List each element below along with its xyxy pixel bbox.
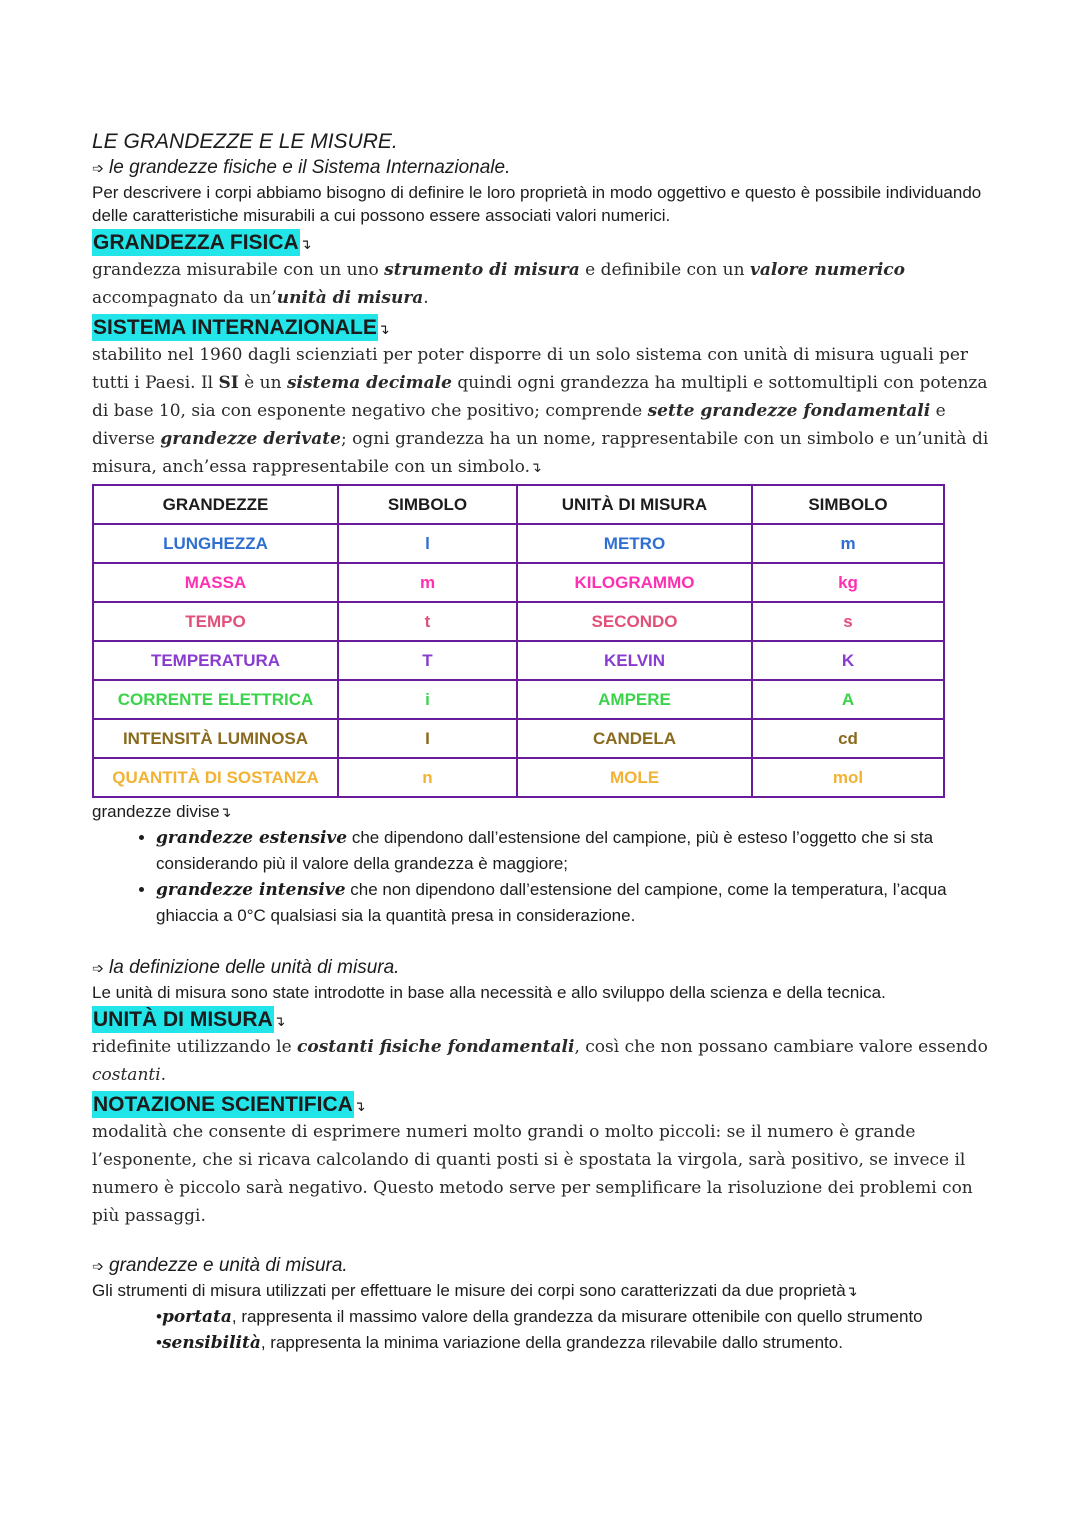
- table-cell: A: [752, 680, 944, 719]
- table-cell: LUNGHEZZA: [93, 524, 338, 563]
- table-cell: I: [338, 719, 517, 758]
- table-cell: t: [338, 602, 517, 641]
- table-cell: MASSA: [93, 563, 338, 602]
- return-arrow-icon: ↴: [377, 322, 390, 338]
- grandezze-divise-lead: grandezze divise↴: [92, 802, 232, 821]
- table-cell: KILOGRAMMO: [517, 563, 752, 602]
- table-cell: CANDELA: [517, 719, 752, 758]
- table-cell: mol: [752, 758, 944, 797]
- arrow-right-icon: ➩: [92, 961, 104, 977]
- definition-sistema-internazionale: stabilito nel 1960 dagli scienziati per poter disporre di un solo sistema con unità di misura uguali per tutti i Paesi. Il SI è un sistema decimale quindi ogni grandezza ha multipli e sottomultipli con potenza di base 10, sia con esponente negativo che positivo; comprende sette grandezze fondamentali e diverse grandezze derivate; ogni grandezza ha un nome, rappresentabile con un simbolo e un’unità di misura, anch’essa rappresentabile con un simbolo.↴: [92, 345, 989, 477]
- table-cell: CORRENTE ELETTRICA: [93, 680, 338, 719]
- table-row: [93, 524, 944, 563]
- grandezze-divise-list: [92, 825, 992, 929]
- table-cell: n: [338, 758, 517, 797]
- return-arrow-icon: ↴: [530, 460, 542, 476]
- table-cell: kg: [752, 563, 944, 602]
- table-row: [93, 758, 944, 797]
- table-cell: TEMPO: [93, 602, 338, 641]
- list-item: • grandezze intensive che non dipendono dall’estensione del campione, come la temperatura, l’acqua ghiaccia a 0°C qualsiasi sia la quantità presa in considerazione.: [156, 877, 992, 929]
- heading-grandezza-fisica: GRANDEZZA FISICA↴: [93, 231, 312, 254]
- section-subtitle-strumenti: ➩ grandezze e unità di misura.: [92, 1255, 348, 1276]
- table-cell: cd: [752, 719, 944, 758]
- table-row: [93, 719, 944, 758]
- table-cell: s: [752, 602, 944, 641]
- definition-notazione-scientifica: modalità che consente di esprimere numeri molto grandi o molto piccoli: se il numero è grande l’esponente, che si ricava calcolando di quanti posti si è spostata la virgola, sarà positivo, se invece il numero è piccolo sarà negativo. Questo metodo serve per semplificare la risoluzione dei problemi con più passaggi.: [92, 1122, 973, 1226]
- table-cell: i: [338, 680, 517, 719]
- heading-sistema-internazionale: SISTEMA INTERNAZIONALE↴: [93, 316, 390, 339]
- table-header-cell: SIMBOLO: [752, 485, 944, 524]
- document-page: [92, 128, 992, 1356]
- table-cell: m: [338, 563, 517, 602]
- table-cell: KELVIN: [517, 641, 752, 680]
- section-subtitle-definizione: ➩ la definizione delle unità di misura.: [92, 957, 400, 978]
- strumenti-properties-list: [92, 1304, 992, 1356]
- table-cell: T: [338, 641, 517, 680]
- table-row: [93, 563, 944, 602]
- section-intro: Le unità di misura sono state introdotte in base alla necessità e allo sviluppo della scienza e della tecnica.: [92, 983, 886, 1002]
- section-intro: Per descrivere i corpi abbiamo bisogno di definire le loro proprietà in modo oggettivo e questo è possibile individuando delle caratteristiche misurabili a cui possono essere associati valori numerici.: [92, 183, 982, 225]
- table-row: [93, 641, 944, 680]
- return-arrow-icon: ↴: [219, 805, 232, 821]
- table-row: [93, 680, 944, 719]
- table-cell: m: [752, 524, 944, 563]
- si-units-table: [92, 484, 945, 798]
- heading-notazione-scientifica: NOTAZIONE SCIENTIFICA↴: [93, 1093, 366, 1116]
- table-header-cell: SIMBOLO: [338, 485, 517, 524]
- table-row: [93, 602, 944, 641]
- return-arrow-icon: ↴: [353, 1099, 366, 1115]
- table-cell: MOLE: [517, 758, 752, 797]
- list-item: •portata, rappresenta il massimo valore della grandezza da misurare ottenibile con quello strumento: [156, 1307, 923, 1327]
- table-cell: SECONDO: [517, 602, 752, 641]
- table-cell: INTENSITÀ LUMINOSA: [93, 719, 338, 758]
- table-header-row: [93, 485, 944, 524]
- return-arrow-icon: ↴: [273, 1014, 286, 1030]
- table-cell: QUANTITÀ DI SOSTANZA: [93, 758, 338, 797]
- arrow-right-icon: ➩: [92, 161, 104, 177]
- table-cell: METRO: [517, 524, 752, 563]
- list-item: • grandezze estensive che dipendono dall’estensione del campione, più è esteso l’oggetto che si sta considerando più il valore della grandezza è maggiore;: [156, 825, 992, 877]
- table-cell: AMPERE: [517, 680, 752, 719]
- heading-unita-di-misura: UNITÀ DI MISURA↴: [93, 1008, 286, 1031]
- table-header-cell: GRANDEZZE: [93, 485, 338, 524]
- return-arrow-icon: ↴: [299, 237, 312, 253]
- return-arrow-icon: ↴: [845, 1284, 858, 1300]
- definition-unita-di-misura: ridefinite utilizzando le costanti fisiche fondamentali, così che non possano cambiare valore essendo costanti.: [92, 1037, 988, 1085]
- section-subtitle-grandezze-fisiche: ➩ le grandezze fisiche e il Sistema Internazionale.: [92, 157, 511, 178]
- table-cell: l: [338, 524, 517, 563]
- section-intro: Gli strumenti di misura utilizzati per effettuare le misure dei corpi sono caratterizzati da due proprietà↴: [92, 1281, 858, 1300]
- table-cell: TEMPERATURA: [93, 641, 338, 680]
- list-item: •sensibilità, rappresenta la minima variazione della grandezza rilevabile dallo strumento.: [156, 1333, 843, 1353]
- table-header-cell: UNITÀ DI MISURA: [517, 485, 752, 524]
- table-cell: K: [752, 641, 944, 680]
- document-title: LE GRANDEZZE E LE MISURE.: [92, 130, 398, 153]
- arrow-right-icon: ➩: [92, 1259, 104, 1275]
- definition-grandezza-fisica: grandezza misurabile con un uno strumento di misura e definibile con un valore numerico accompagnato da un’unità di misura.: [92, 260, 905, 308]
